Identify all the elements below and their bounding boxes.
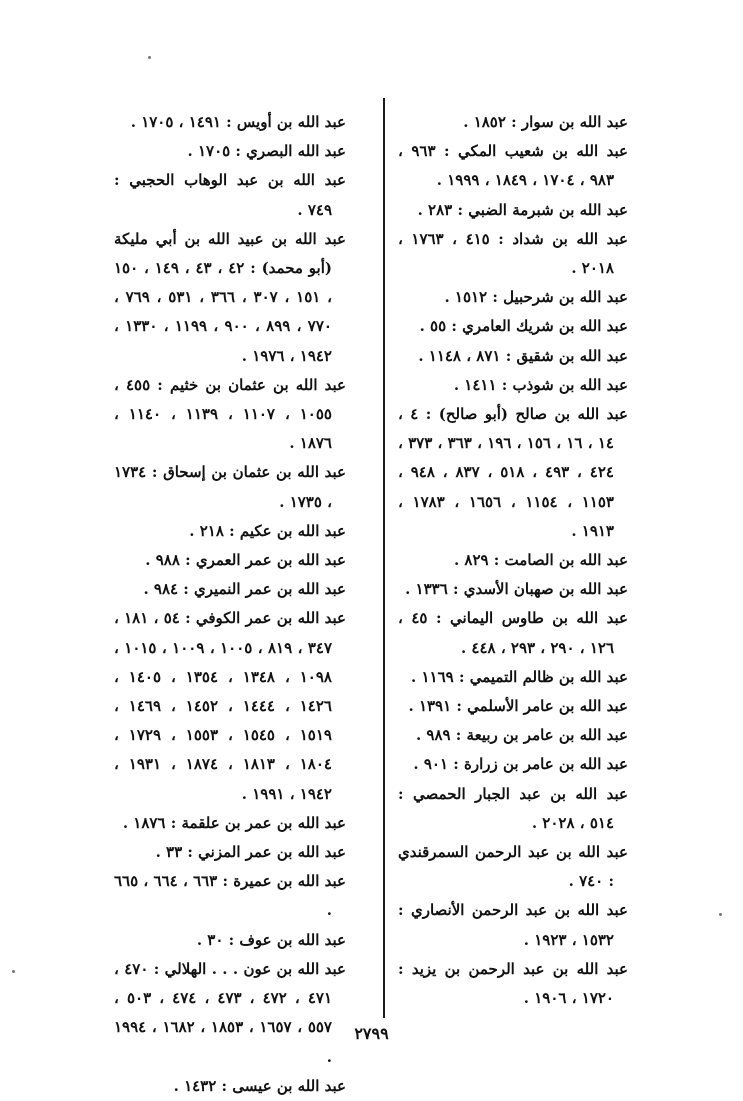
index-entry: عبد الله بن عمر العمري : ٩٨٨ . (145, 551, 346, 570)
index-entry: عبد الله بن ظالم التميمي : ١١٦٩ . (411, 667, 628, 686)
index-entry: عبد الله بن طاوس اليماني : ٤٥ ، ١٢٦ ، ٢٩٠ ، ٢٩٣ ، ٤٤٨ . (398, 609, 628, 657)
index-entry: عبد الله بن عون . . . الهلالي : ٤٧٠ ، ٤٧١ ، ٤٧٢ ، ٤٧٣ ، ٤٧٤ ، ٥٠٣ ، ٥٥٧ ، ١٦٥٧ ، ١٨٥٣ ، ١٦٨٢ ، ١٩٩٤ . (114, 959, 346, 1066)
index-entry: عبد الله بن عبد الرحمن بن يزيد : ١٧٢٠ ، ١٩٠٦ . (398, 959, 628, 1008)
index-entry: عبد الله بن صالح (أبو صالح) : ٤ ، ١٤ ، ١٦ ، ١٥٦ ، ١٩٦ ، ٣٦٣ ، ٣٧٣ ، ٤٢٤ ، ٤٩٣ ، ٥١٨ ، ٨٣٧ ، ٩٤٨ ، ١١٥٣ ، ١١٥٤ ، ١٦٥٦ ، ١٧٨٣ ، ١٩١٣ . (398, 405, 628, 540)
index-entry: عبد الله بن سوار : ١٨٥٢ . (463, 113, 628, 131)
index-entry: عبد الله بن عمر المزني : ٣٣ . (155, 843, 346, 862)
index-entry: عبد الله بن عامر بن ربيعة : ٩٨٩ . (415, 726, 628, 745)
index-entry: عبد الله بن عمر الكوفي : ٥٤ ، ١٨١ ، ٣٤٧ ، ٨١٩ ، ١٠٠٥ ، ١٠٠٩ ، ١٠١٥ ، ١٠٩٨ ، ١٣٤٨ ، ١٣٥٤ ، ١٤٠٥ ، ١٤٢٦ ، ١٤٤٤ ، ١٤٥٢ ، ١٤٦٩ ، ١٥١٩ ، ١٥٤٥ ، ١٥٥٣ ، ١٧٢٩ ، ١٨٠٤ ، ١٨١٣ ، ١٨٧٤ ، ١٩٣١ ، ١٩٤٢ ، ١٩٩١ . (114, 609, 346, 803)
index-entry: عبد الله بن عميرة : ٦٦٣ ، ٦٦٤ ، ٦٦٥ . (114, 872, 347, 920)
index-entry: عبد الله بن شداد : ٤١٥ ، ١٧٦٣ ، ٢٠١٨ . (398, 229, 628, 278)
index-entry: عبد الله بن شقيق : ٨٧١ ، ١١٤٨ . (418, 346, 628, 365)
index-entry: عبد الله بن الصامت : ٨٢٩ . (453, 551, 628, 570)
index-entry: عبد الله بن عامر الأسلمي : ١٣٩١ . (408, 697, 628, 716)
index-entry: عبد الله بن عثمان بن خثيم : ٤٥٥ ، ١٠٥٥ ، ١١٠٧ ، ١١٣٩ ، ١١٤٠ ، ١٨٧٦ . (114, 375, 346, 453)
index-entry: عبد الله بن عبد الرحمن السمرقندي : ٧٤٠ . (398, 843, 628, 891)
index-entry: عبد الله بن صهبان الأسدي : ١٣٣٦ . (405, 580, 628, 599)
index-entry: عبد الله بن شريك العامري : ٥٥ . (419, 317, 628, 336)
index-entry: عبد الله بن عمر بن علقمة : ١٨٧٦ . (122, 813, 346, 832)
scan-speck (719, 913, 722, 916)
index-entry: عبد الله بن عامر بن زرارة : ٩٠١ . (413, 755, 628, 774)
index-entry: عبد الله بن عبيد الله بن أبي مليكة (أبو محمد) : ٤٢ ، ٤٣ ، ١٤٩ ، ١٥٠ ، ١٥١ ، ٣٠٧ ، ٣٦٦ ، ٥٣١ ، ٧٦٩ ، ٧٧٠ ، ٨٩٩ ، ٩٠٠ ، ١١٩٩ ، ١٣٣٠ ، ١٩٤٢ ، ١٩٧٦ . (114, 229, 346, 365)
index-entry: عبد الله البصري : ١٧٠٥ . (187, 142, 346, 161)
index-entry: عبد الله بن عبد الوهاب الحجبي : ٧٤٩ . (114, 171, 346, 219)
index-entry: عبد الله بن عبد الجبار الحمصي : ٥١٤ ، ٢٠٢٨ . (398, 784, 628, 832)
index-entry: عبد الله بن شوذب : ١٤١١ . (453, 375, 628, 394)
index-entry: عبد الله بن عيسى : ١٤٣٢ . (173, 1076, 346, 1095)
index-entry: عبد الله بن شعيب المكي : ٩٦٣ ، ٩٨٣ ، ١٧٠٤ ، ١٨٤٩ ، ١٩٩٩ . (398, 142, 628, 190)
index-column-right (398, 108, 628, 1013)
index-entry: عبد الله بن شرحبيل : ١٥١٢ . (444, 288, 628, 307)
index-entry: عبد الله بن عثمان بن إسحاق : ١٧٣٤ ، ١٧٣٥ . (114, 463, 346, 511)
index-entry: عبد الله بن عكيم : ٢١٨ . (189, 521, 346, 540)
index-entry: عبد الله بن أويس : ١٤٩١ ، ١٧٠٥ . (130, 113, 346, 131)
page-number: ٢٧٩٩ (354, 1024, 389, 1043)
scan-speck (12, 970, 15, 973)
column-divider (383, 98, 385, 1018)
index-entry: عبد الله بن شبرمة الضبي : ٢٨٣ . (417, 200, 628, 219)
scan-speck (148, 56, 151, 59)
index-entry: عبد الله بن عوف : ٣٠ . (196, 930, 346, 949)
index-entry: عبد الله بن عبد الرحمن الأنصاري : ١٥٣٢ ، ١٩٢٣ . (398, 901, 628, 949)
index-entry: عبد الله بن عمر النميري : ٩٨٤ . (143, 580, 346, 599)
index-column-left (114, 108, 346, 1101)
